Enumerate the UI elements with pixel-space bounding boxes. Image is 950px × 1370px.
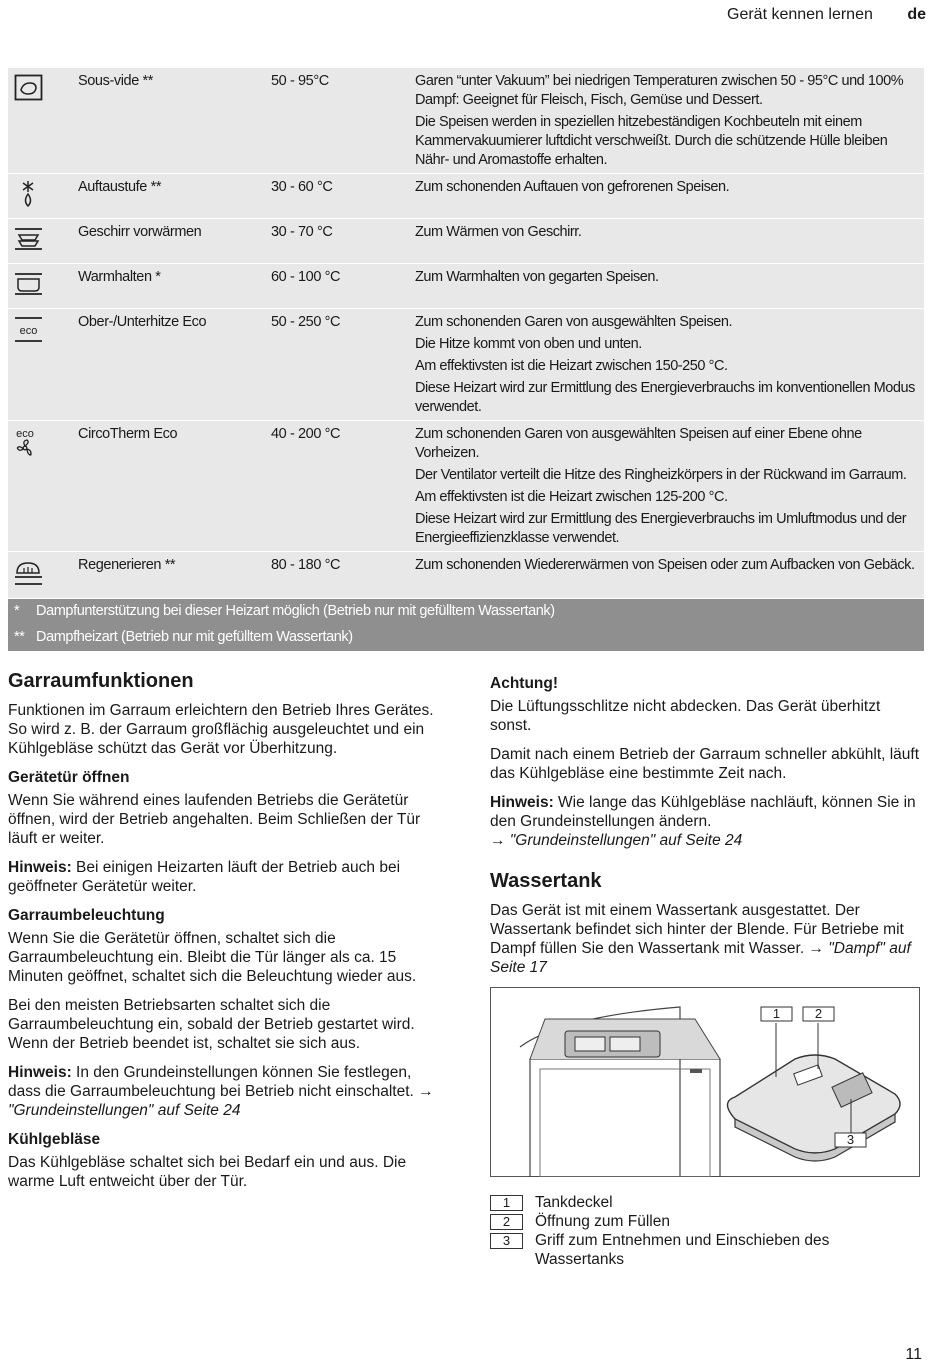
cross-reference-link[interactable]: → "Dampf" auf Seite 17 [490,940,911,976]
note-text: Bei einigen Heizarten läuft der Betrieb auch bei geöffneter Gerätetür weiter. [8,859,401,895]
right-column [490,674,922,1269]
list-item [490,1212,922,1231]
footnote [8,599,924,625]
cooling-paragraph: Damit nach einem Betrieb der Garraum schneller abkühlt, läuft das Kühlgebläse eine bestimmte Zeit nach. [490,746,920,782]
tank-paragraph [490,901,922,977]
mode-description [415,72,924,169]
mode-name: CircoTherm Eco [78,426,178,442]
fan-paragraph: Das Kühlgebläse schaltet sich bei Bedarf ein und aus. Die warme Luft entweicht über der Tür. [8,1154,407,1190]
figure-label-1: 1 [772,1006,781,1021]
legend-text: Öffnung zum Füllen [535,1213,670,1230]
description-line: Zum schonenden Auftauen von gefrorenen Speisen. [415,179,730,195]
table-row [8,264,924,309]
subheading-light: Garraumbeleuchtung [8,907,165,924]
description-line: Zum Warmhalten von gegarten Speisen. [415,269,659,285]
mode-temperature: 50 - 250 °C [271,314,341,330]
mode-temperature: 80 - 180 °C [271,557,341,573]
table-row [8,421,924,552]
figure-label-2: 2 [814,1006,823,1021]
list-item [490,1193,922,1212]
note-text: In den Grundeinstellungen können Sie festlegen, dass die Garraumbeleuchtung bei Betrieb nicht einschaltet. [8,1064,419,1100]
cross-reference-link[interactable]: → "Grundeinstellungen" auf Seite 24 [490,832,743,849]
language-code: de [907,6,926,23]
svg-text:eco: eco [19,325,38,337]
description-line: Der Ventilator verteilt die Hitze des Ringheizkörpers in der Rückwand im Garraum. [415,467,907,483]
mode-description [415,268,924,304]
description-line: Zum Wärmen von Geschirr. [415,224,582,240]
table-row [8,68,924,174]
mode-description [415,178,924,214]
defrost-icon [8,178,78,214]
description-line: Zum schonenden Garen von ausgewählten Speisen auf einer Ebene ohne Vorheizen. [415,426,862,461]
note-label: Hinweis: [490,794,554,811]
mode-name: Ober-/Unterhitze Eco [78,314,207,330]
description-line: Am effektivsten ist die Heizart zwischen 150-250 °C. [415,358,728,374]
svg-text:eco: eco [16,428,34,440]
plate-warming-icon [8,223,78,259]
tank-text: Das Gerät ist mit einem Wassertank ausgestattet. Der Wassertank befindet sich hinter der Blende. Für Betriebe mit Dampf füllen Sie den Wassertank mit Wasser. [490,902,904,957]
keep-warm-icon [8,268,78,304]
regenerate-icon [8,556,78,594]
mode-temperature: 50 - 95°C [271,73,329,89]
mode-temperature: 40 - 200 °C [271,426,341,442]
legend-number: 2 [490,1214,523,1230]
water-tank-figure [490,987,920,1177]
subheading-door: Gerätetür öffnen [8,769,130,786]
intro-paragraph: Funktionen im Garraum erleichtern den Betrieb Ihres Gerätes. So wird z. B. der Garraum großflächig ausgeleuchtet und ein Kühlgebläse schützt das Gerät vor Überhitzung. [8,702,434,757]
subheading-fan: Kühlgebläse [8,1131,101,1148]
mode-description [415,556,924,594]
legend-text: Tankdeckel [535,1194,613,1211]
description-line: Am effektivsten ist die Heizart zwischen 125-200 °C. [415,489,728,505]
door-note [8,858,448,896]
warning-text: Die Lüftungsschlitze nicht abdecken. Das Gerät überhitzt sonst. [490,698,881,734]
figure-legend [490,1193,922,1269]
section-heading-wassertank: Wassertank [490,870,602,892]
cross-reference-link[interactable]: → "Grundeinstellungen" auf Seite 24 [8,1083,434,1119]
footnote-mark: ** [14,629,25,645]
note-label: Hinweis: [8,859,72,876]
page-header [727,6,926,24]
table-row [8,219,924,264]
light-paragraph-1: Wenn Sie die Gerätetür öffnen, schaltet sich die Garraumbeleuchtung ein. Bleibt die Tür länger als ca. 15 Minuten geöffnet, schaltet sich die Beleuchtung wieder aus. [8,930,417,985]
left-column [8,672,448,1201]
legend-text: Griff zum Entnehmen und Einschieben des Wassertanks [535,1232,830,1268]
circotherm-eco-icon [8,425,78,547]
mode-description [415,425,924,547]
description-line: Diese Heizart wird zur Ermittlung des Energieverbrauchs im konventionellen Modus verwendet. [415,380,915,415]
door-paragraph: Wenn Sie während eines laufenden Betriebs die Gerätetür öffnen, wird der Betrieb angehalten. Beim Schließen der Tür läuft er weiter. [8,792,421,847]
legend-number: 3 [490,1233,523,1249]
mode-temperature: 30 - 70 °C [271,224,333,240]
footnote-text: Dampfheizart (Betrieb nur mit gefülltem Wassertank) [36,629,353,645]
description-line: Zum schonenden Wiedererwärmen von Speisen oder zum Aufbacken von Gebäck. [415,557,915,573]
description-line: Die Speisen werden in speziellen hitzebeständigen Kochbeuteln mit einem Kammervakuumierer luftdicht verschweißt. Durch die schützende Hülle bleiben Nähr- und Aromastoffe erhalten. [415,114,888,168]
light-paragraph-2: Bei den meisten Betriebsarten schaltet sich die Garraumbeleuchtung ein, sobald der Betrieb gestartet wird. Wenn der Betrieb beendet ist, schaltet sie sich aus. [8,997,415,1052]
mode-description [415,313,924,416]
water-tank-illustration [490,987,920,1177]
footnote-text: Dampfunterstützung bei dieser Heizart möglich (Betrieb nur mit gefülltem Wassertank) [36,603,555,619]
list-item [490,1231,922,1269]
mode-temperature: 60 - 100 °C [271,269,341,285]
mode-name: Sous-vide ** [78,73,153,89]
description-line: Garen “unter Vakuum” bei niedrigen Temperaturen zwischen 50 - 95°C und 100% Dampf: Geeignet für Fleisch, Fisch, Gemüse und Dessert. [415,73,904,108]
heating-modes-table [8,68,924,651]
page-number: 11 [905,1346,922,1363]
description-line: Diese Heizart wird zur Ermittlung des Energieverbrauchs im Umluftmodus und der Energieeffizienzklasse verwendet. [415,511,907,546]
section-heading-garraumfunktionen: Garraumfunktionen [8,670,194,692]
description-line: Zum schonenden Garen von ausgewählten Speisen. [415,314,733,330]
warning-heading: Achtung! [490,675,559,692]
top-bottom-heat-eco-icon [8,313,78,416]
table-row [8,309,924,421]
figure-label-3: 3 [846,1132,855,1147]
sous-vide-icon [8,72,78,169]
section-title: Gerät kennen lernen [727,6,873,23]
mode-temperature: 30 - 60 °C [271,179,333,195]
mode-name: Geschirr vorwärmen [78,224,202,240]
description-line: Die Hitze kommt von oben und unten. [415,336,642,352]
footnote [8,625,924,651]
mode-description [415,223,924,259]
mode-name: Regenerieren ** [78,557,176,573]
footnote-mark: * [14,603,20,619]
mode-name: Auftaustufe ** [78,179,162,195]
note-label: Hinweis: [8,1064,72,1081]
legend-number: 1 [490,1195,523,1211]
table-row [8,174,924,219]
light-note [8,1063,448,1120]
table-row [8,552,924,599]
mode-name: Warmhalten * [78,269,161,285]
note-text: Wie lange das Kühlgebläse nachläuft, können Sie in den Grundeinstellungen ändern. [490,794,916,830]
cooling-note [490,793,922,850]
